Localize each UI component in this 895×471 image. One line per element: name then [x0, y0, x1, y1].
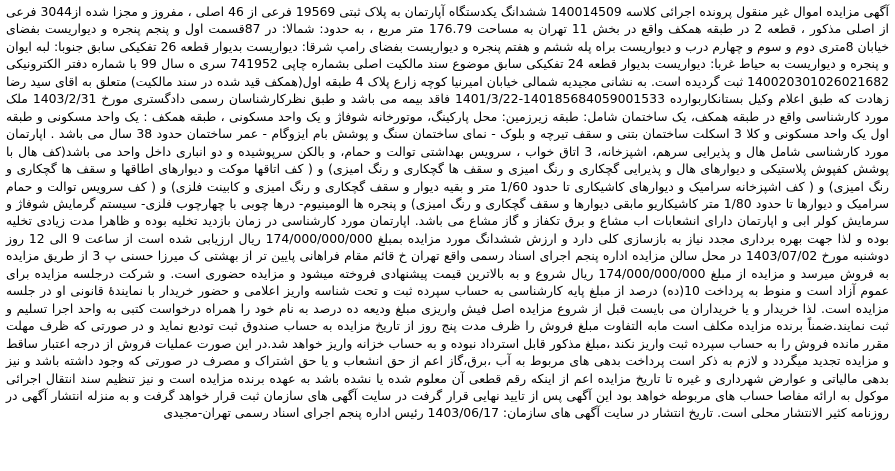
- auction-notice-text: آگهی مزایده اموال غیر منقول پرونده اجرائی کلاسه 140014509 ششدانگ یکدستگاه آپارتمان به پلاک ثبتی 19569 فرعی از 46 اصلی ، مفروز و مجزا شده از3044 فرعی از اصلی مذکور ، قطعه 2 در طبقه همکف واقع در بخش 11 تهران به مساحت 176.79 متر مربع ، به حدود: شمالا: در 87قسمت اول و پنجم پنجره و دیواریست بفضای خیابان 8متری دوم و سوم و چهارم درب و دیواریست براه پله ششم و هفتم پنجره و دیواریست بفضای رامپ شرقا: دیواریست بدیوار قطعه 26 تفکیکی سابق جنوبا: لبه ایوان و پنجره و دیواریست به حیاط غربا: دیواریست بدیوار قطعه 24 تفکیکی سابق موضوع سند مالکیت اصلی بشماره چاپی 741952 سری ه سال 99 با شماره دفتر الکترونیکی 140020301026021682 ثبت گردیده است. به نشانی مجیدیه شمالی خیابان امیرنیا کوچه زارع پلاک 4 طبقه اول(همکف قید شده در سند مالکیت) متعلق به اقای سید رضا زهادت که طبق اعلام وکیل بستانکاربوارده 140185684059001533-1401/3/22 فاقد بیمه می باشد و طبق نظرکارشناسان رسمی دادگستری مورخ 1403/2/31 ملک مورد کارشناسی واقع در طبقه همکف، یک ساختمان شامل: طبقه زیرزمین: محل پارکینگ، موتورخانه شوفاژ و یک واحد مسکونی ، طبقه همکف : یک واحد مسکونی و طبقه اول یک واحد مسکونی و کلا 3 اسکلت ساختمان بتنی و سقف تیرچه و بلوک - نمای ساختمان سنگ و پوشش بام ایزوگام - عمر ساختمان حدود 38 سال می باشد . اپارتمان مورد کارشناسی شامل هال و پذیرایی سرهم، اشپزخانه، 3 اتاق خواب ، سرویس بهداشتی توالت و حمام، و بالکن سرپوشیده و دو انباری داخل واحد می باشد(کف هال با پوشش کفپوش پلاستیکی و دیوارهای هال و پذیرایی گچکاری و رنگ امیزی و سقف ها گچکاری و رنگ امیزی) و ( کف اتاقها موکت و دیوارهای اطاقها و سقف ها گچکاری و رنگ امیزی) و ( کف اشپزخانه سرامیک و دیوارهای کاشیکاری تا حدود 1/60 متر و بقیه دیوار و سقف گچکاری و رنگ امیزی و کابینت فلزی) و ( کف سرویس توالت و حمام سرامیک و دیوارها تا حدود 1/80 متر کاشیکاریو مابقی دیوارها و سقف گچکاری و رنگ امیزی) و پنجره ها الومینیوم- درها چوبی با چهارچوب فلزی- سیستم گرمایش شوفاژ و سرمایش کولر ابی و اپارتمان دارای انشعابات اب مشاع و برق تکفاز و گاز مشاع می باشد. اپارتمان مورد کارشناسی در زمان بازدید تخلیه بوده و ظاهرا مدت زیادی تخلیه بوده و لذا جهت بهره برداری مجدد نیاز به بازسازی کلی دارد و ارزش ششدانگ مورد مزایده بمبلغ 174/000/000/000 ریال ارزیابی شده است از ساعت 9 الی 12 روز دوشنبه مورخ 1403/07/02 در محل سالن مزایده اداره پنجم اجرای اسناد رسمی واقع تهران خ قائم مقام فراهانی پایین تر از بهشتی ک میرزا حسنی پ 3 از طریق مزایده به فروش میرسد و مزایده از مبلغ 174/000/000/000 ریال شروع و به بالاترین قیمت پیشنهادی فروخته میشود و مزایده حضوری است. و شرکت درجلسه مزایده برای عموم آزاد است و منوط به پرداخت 10(ده) درصد از مبلغ پایه کارشناسی به حساب سپرده ثبت و تحت شناسه واریز اعلامی و حضور خریدار با نمایندۀ قانونی او در جلسه مزایده است. لذا خریدار و یا خریداران می بایست قبل از شروع مزایده اصل فیش واریزی مبلغ ودیعه ده درصد به نام خود را همراه درخواست کتبی به واحد اجرا تسلیم و ثبت نمایند.ضمناً برنده مزایده مکلف است مابه التفاوت مبلغ فروش را ظرف مدت پنج روز از تاریخ مزایده به حساب صندوق ثبت تودیع نماید و در صورتی که ظرف مهلت مقرر مانده فروش را به حساب سپرده ثبت واریز نکند ،مبلغ مذکور قابل استرداد نبوده و به حساب خزانه واریز خواهد شد.در این صورت عملیات فروش از درجه اعتبار ساقط و مزایده تجدید میگردد و لازم به ذکر است پرداخت بدهی های مربوط به آب ،برق،گاز اعم از حق انشعاب و یا حق اشتراک و مصرف در صورتی که وجود داشته باشد و نیز بدهی مالیاتی و عوارض شهرداری و غیره تا تاریخ مزایده اعم از اینکه رقم قطعی آن معلوم شده یا نشده باشد به عهده برنده مزایده است و نیز تنظیم سند انتقال اجرائی موکول به ارائه مفاصا حساب های مربوطه خواهد بود این آگهی پس از تایید نهایی قرار گرفت در سایت آگهی های سازمان ثبت قرار خواهد گرفت و به منزله انتشار آگهی در روزنامه کثیر الانتشار محلی است. تاریخ انتشار در سایت آگهی های سازمان: 1403/06/17 رئیس اداره پنجم اجرای اسناد رسمی تهران-مجیدی: [6, 4, 890, 421]
